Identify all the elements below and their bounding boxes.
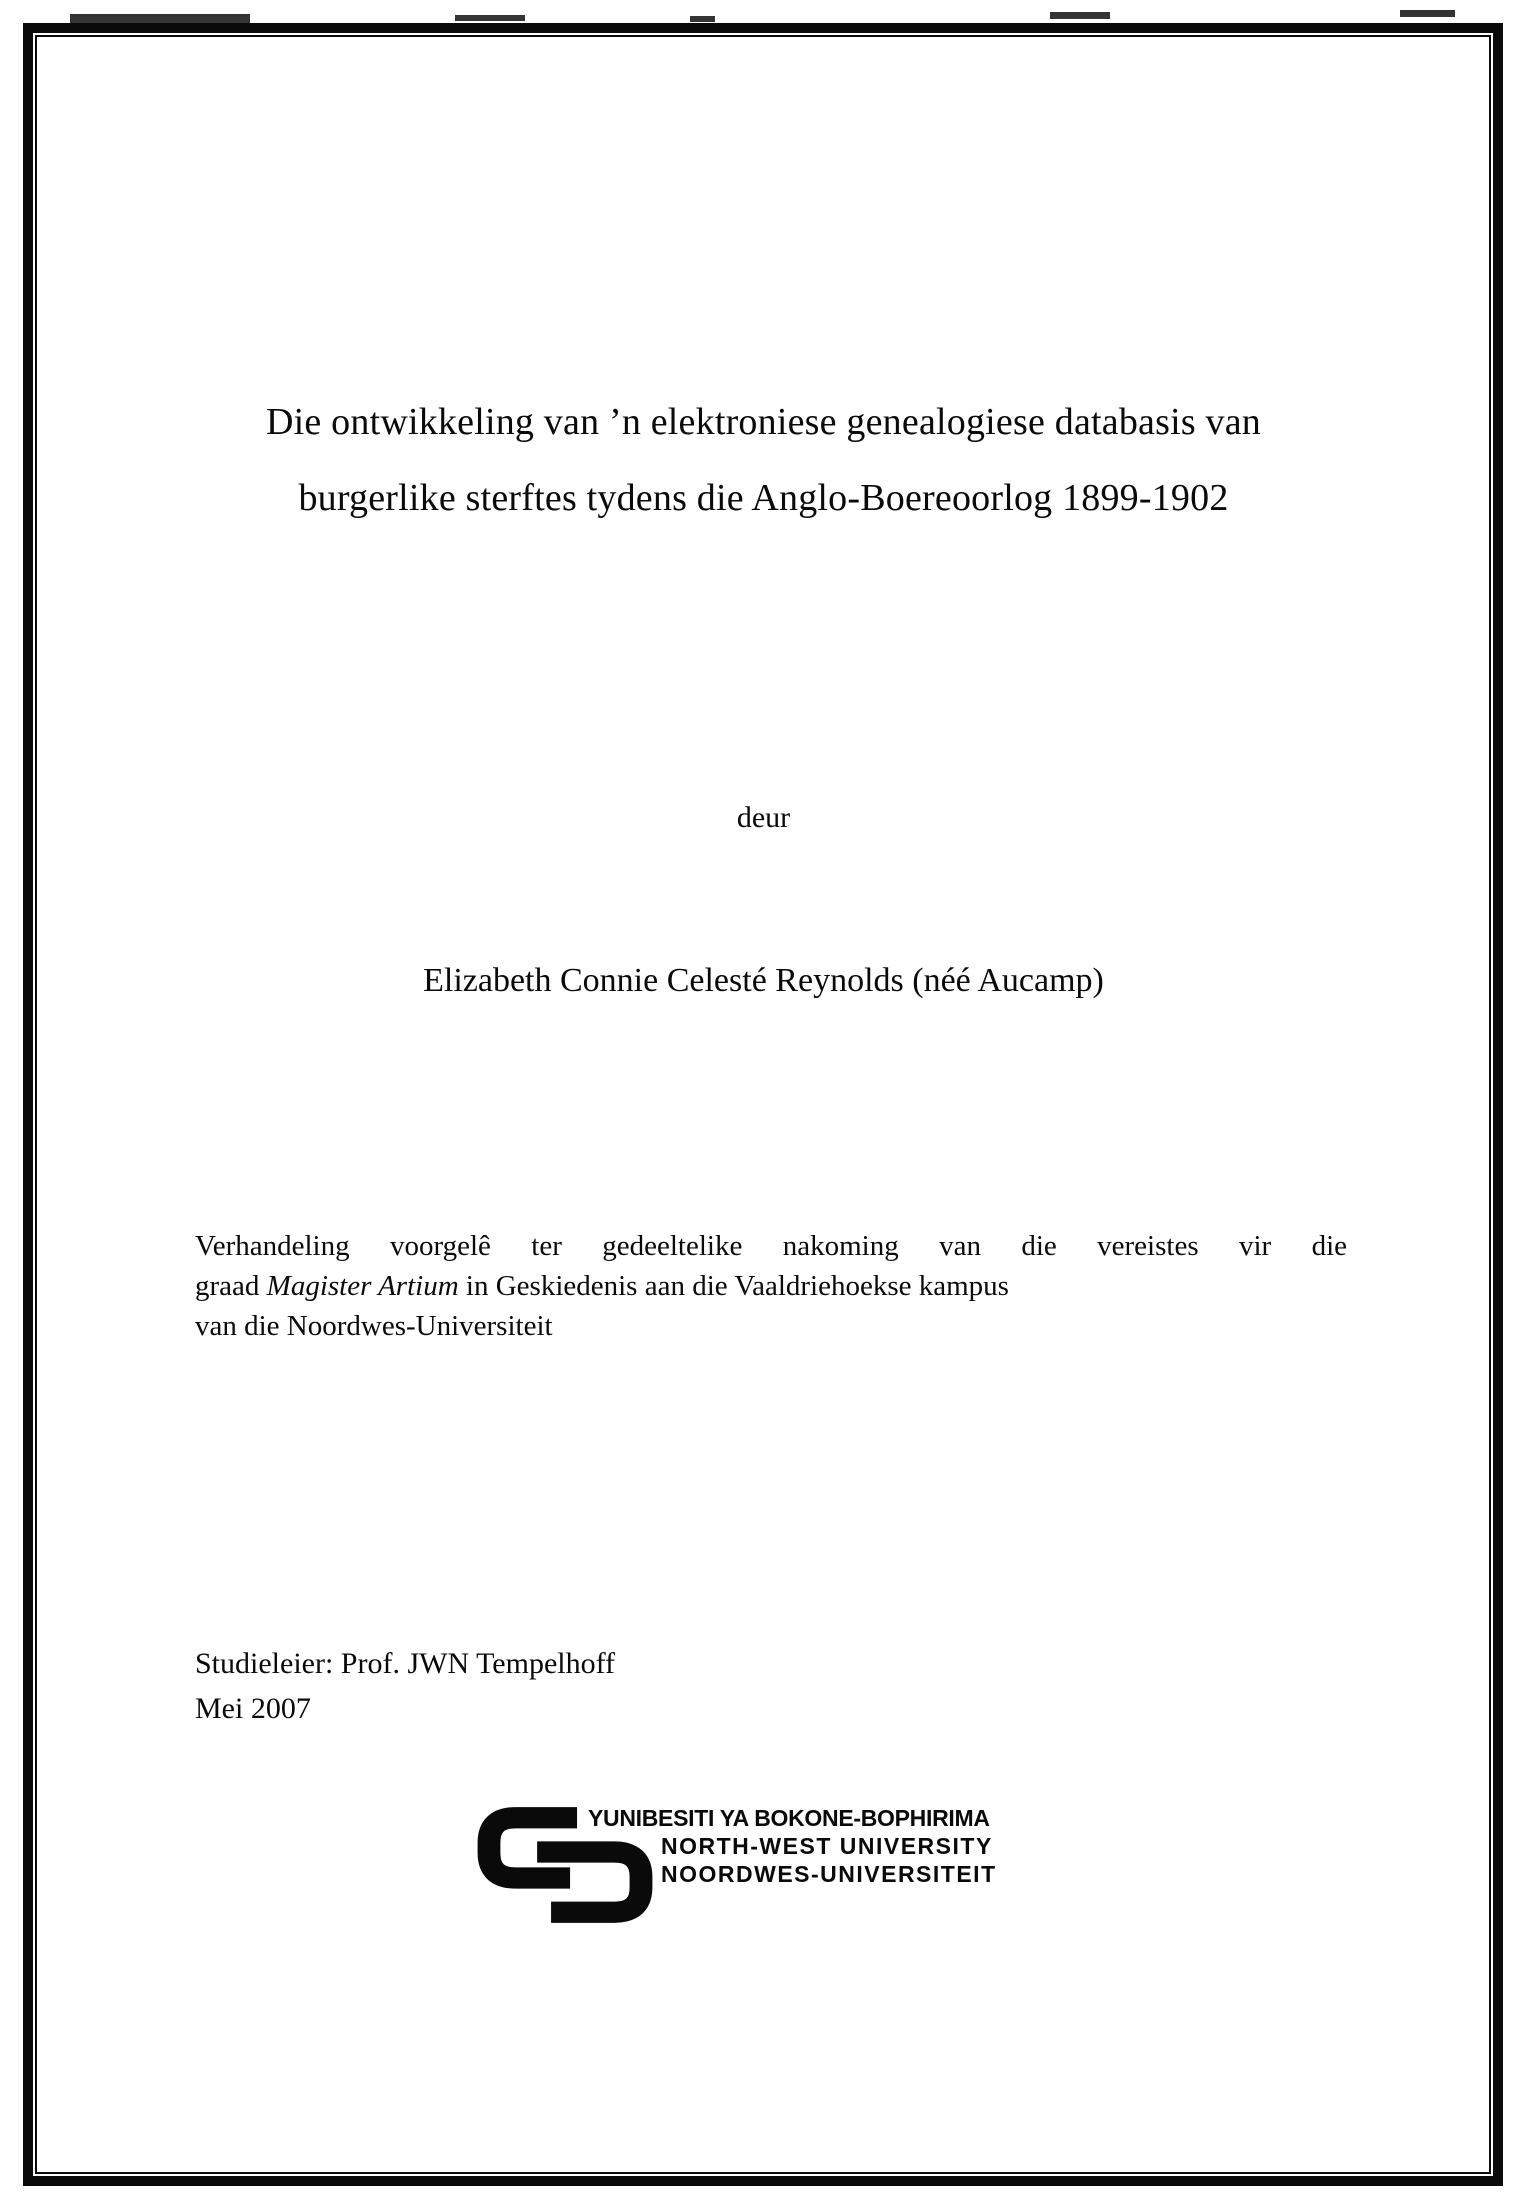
logo-text-line-3: NOORDWES-UNIVERSITEIT — [661, 1861, 997, 1887]
supervisor-block — [195, 1641, 615, 1731]
thesis-description — [195, 1226, 1347, 1346]
logo-text-line-1: YUNIBESITI YA BOKONE-BOPHIRIMA — [588, 1805, 990, 1831]
supervisor-line: Studieleier: Prof. JWN Tempelhoff — [195, 1647, 616, 1680]
thesis-title-line-2: burgerlike sterftes tydens die Anglo-Boereoorlog 1899-1902 — [298, 477, 1229, 519]
description-line-3: van die Noordwes-Universiteit — [195, 1310, 553, 1342]
university-logo — [470, 1798, 1110, 1958]
description-line-1: Verhandeling voorgelê ter gedeeltelike nakoming van die vereistes vir die — [195, 1230, 1347, 1262]
date-line: Mei 2007 — [195, 1692, 311, 1725]
scan-artifact — [455, 15, 525, 21]
degree-name-italic: Magister Artium — [266, 1270, 459, 1302]
university-logo-text — [588, 1804, 997, 1888]
scan-artifact — [690, 16, 715, 22]
thesis-title — [80, 384, 1447, 536]
scan-artifact — [1400, 10, 1455, 17]
byline: deur — [736, 801, 791, 834]
thesis-title-line-1: Die ontwikkeling van ’n elektroniese genealogiese databasis van — [266, 401, 1261, 443]
description-line-2-post: in Geskiedenis aan die Vaaldriehoekse kampus — [458, 1270, 1009, 1302]
description-line-2 — [195, 1266, 1347, 1306]
scan-artifact — [1050, 12, 1110, 19]
logo-text-line-2: NORTH-WEST UNIVERSITY — [661, 1833, 993, 1859]
description-line-2-pre: graad — [195, 1270, 267, 1302]
author-name: Elizabeth Connie Celesté Reynolds (néé Aucamp) — [423, 962, 1104, 999]
